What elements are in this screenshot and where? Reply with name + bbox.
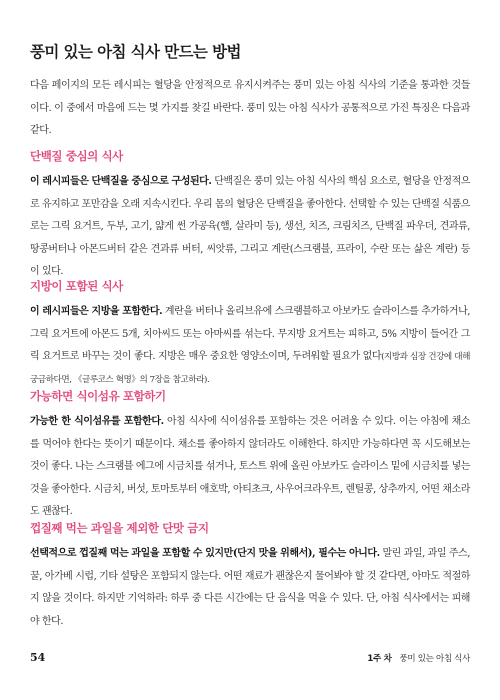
chapter-label: 1주 차 [367,654,392,664]
page-title: 풍미 있는 아침 식사 만드는 방법 [30,43,241,61]
section-body [30,301,470,391]
running-title: 풍미 있는 아침 식사 [399,654,470,664]
section-lead: 가능한 한 식이섬유를 포함한다. [30,416,164,427]
section-body [30,543,470,633]
section-text: 단백질은 풍미 있는 아침 식사의 핵심 요소로, 혈당을 안정적으로 유지하고 포만감을 오래 지속시킨다. 우리 몸의 혈당은 단백질을 좋아한다. 선택할 수 있는 단백질 식품으로는 그릭 요거트, 두부, 고기, 얇게 썬 가공육(햄, 살라미 등), 생선, 치즈, 크림치즈, 단백질 파우더, 견과류, 땅콩버터나 아몬드버터 같은 견과류 버터, 씨앗류, 그리고 계란(스크램블, 프라이, 수란 또는 삶은 계란) 등이 있다. [30,176,470,277]
section-fiber [30,388,470,524]
section-heading: 껍질째 먹는 과일을 제외한 단맛 금지 [30,521,209,535]
section-protein [30,148,470,284]
section-note: (지방과 심장 건강에 대해 궁금하다면, 《글루코스 혁명》의 7장을 참고하라). [30,352,470,385]
section-body [30,411,470,524]
section-lead: 이 레시피들은 단백질을 중심으로 구성된다. [30,176,212,187]
section-text: 계란을 버터나 올리브유에 스크램블하고 아보카도 슬라이스를 추가하거나, 그릭 요거트에 아몬드 5개, 치아씨드 또는 아마씨를 섞는다. 무지방 요거트는 피하고, 5% 지방이 들어간 그릭 요거트로 바꾸는 것이 좋다. 지방은 매우 중요한 영양소이며, 두려워할 필요가 없다 [30,306,471,362]
section-heading: 가능하면 식이섬유 포함하기 [30,389,166,403]
page-number: 54 [30,651,46,664]
section-lead: 선택적으로 껍질째 먹는 과일을 포함할 수 있지만(단지 맛을 위해서), 필수는 아니다. [30,548,380,559]
intro-paragraph: 다음 페이지의 모든 레시피는 혈당을 안정적으로 유지시켜주는 풍미 있는 아침 식사의 기준을 통과한 것들이다. 이 중에서 마음에 드는 몇 가지를 찾길 바란다. 풍미 있는 아침 식사가 공통적으로 가진 특징은 다음과 같다. [30,80,470,136]
section-text: 아침 식사에 식이섬유를 포함하는 것은 어려울 수 있다. 이는 아침에 채소를 먹어야 한다는 뜻이기 때문이다. 채소를 좋아하지 않더라도 이해한다. 하지만 가능하다면 꼭 시도해보는 것이 좋다. 나는 스크램블 에그에 시금치를 섞거나, 토스트 위에 올린 아보카도 슬라이스 밑에 시금치를 넣는 것을 좋아한다. 시금치, 버섯, 토마토부터 애호박, 아티초크, 사우어크라우트, 렌틸콩, 상추까지, 어떤 채소라도 괜찮다. [30,416,470,517]
section-heading: 단백질 중심의 식사 [30,149,123,163]
section-body [30,171,470,284]
running-header [367,652,470,664]
section-no-sweet [30,520,470,633]
section-text: 말린 과일, 과일 주스, 꿀, 아가베 시럽, 기타 설탕은 포함되지 않는다. 어떤 재료가 괜찮은지 물어봐야 할 것 같다면, 아마도 적절하지 않을 것이다. 하지만 기억하라: 하루 중 다른 시간에는 단 음식을 먹을 수 있다. 단, 아침 식사에서는 피해야 한다. [30,548,470,627]
section-fat [30,278,470,391]
section-lead: 이 레시피들은 지방을 포함한다. [30,306,163,317]
section-heading: 지방이 포함된 식사 [30,279,123,293]
